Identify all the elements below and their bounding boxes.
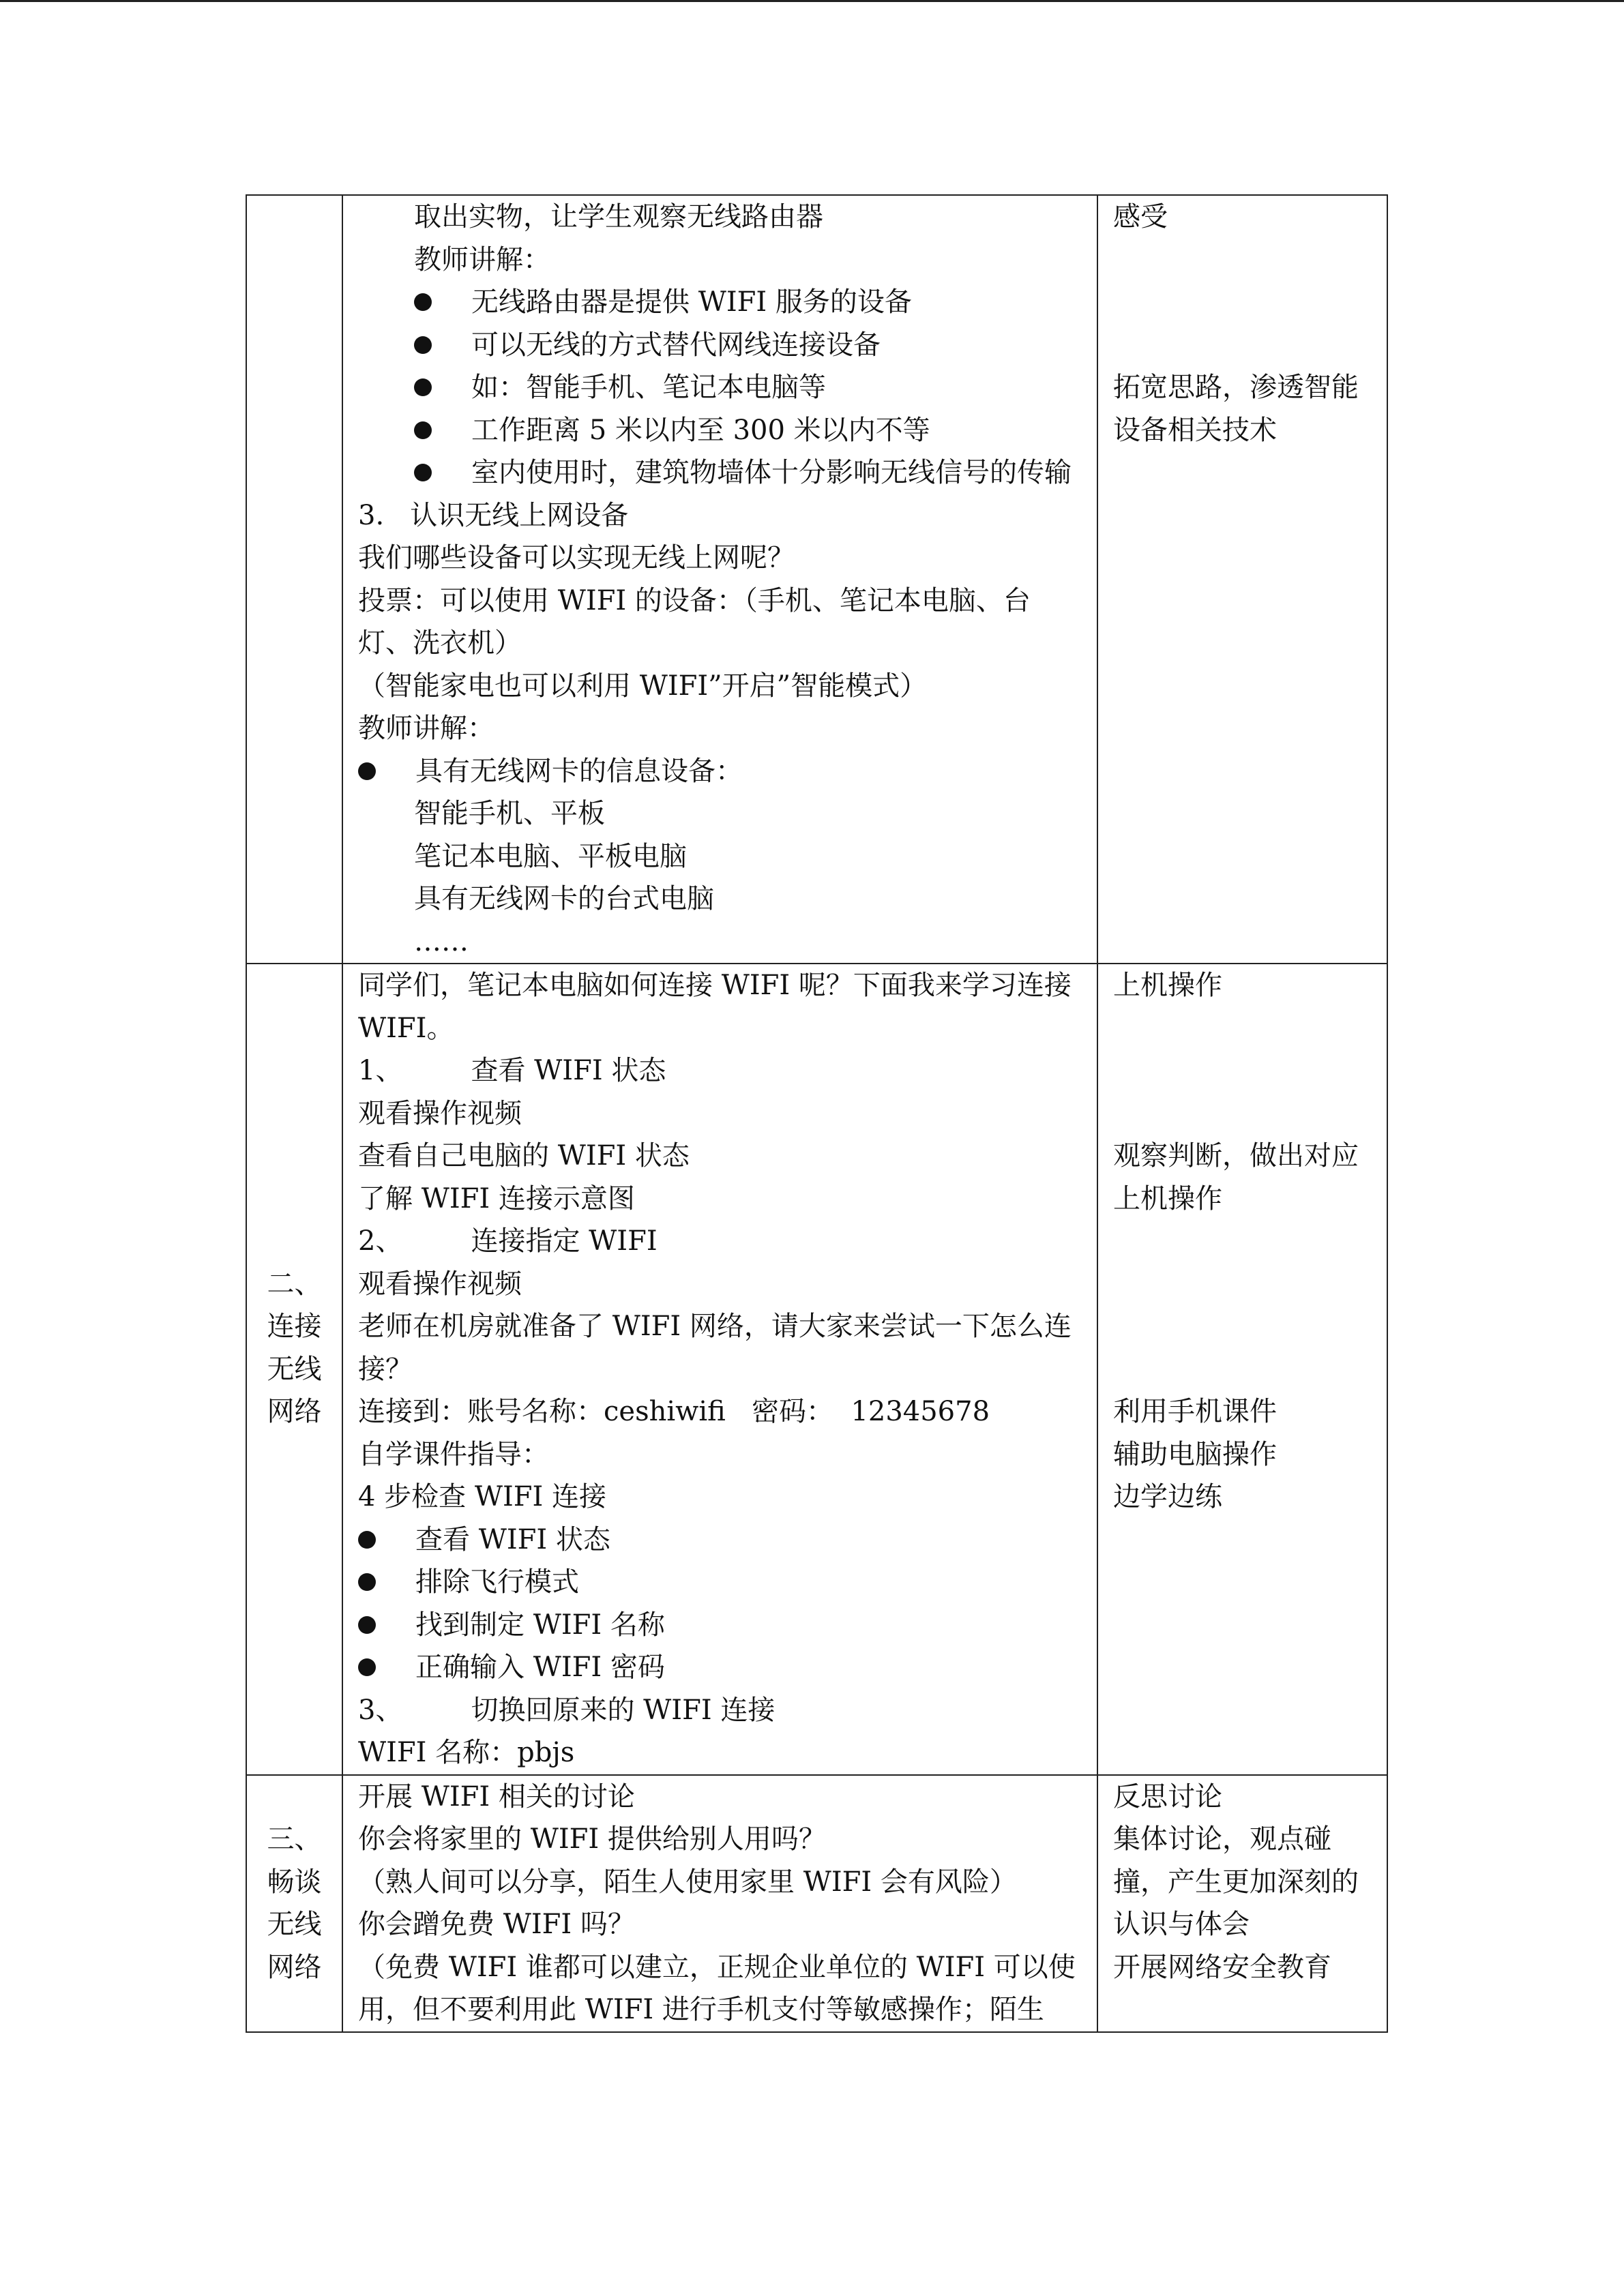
step-text: 连接指定 WIFI bbox=[471, 1225, 658, 1257]
content-line: 老师在机房就准备了 WIFI 网络，请大家来尝试一下怎么连接？ bbox=[358, 1311, 1072, 1385]
intent-note: 反思讨论 bbox=[1113, 1780, 1222, 1813]
stage-label: 网络 bbox=[267, 1951, 322, 1983]
activity-cell bbox=[342, 964, 1097, 1775]
content-line: 教师讲解： bbox=[358, 713, 494, 744]
bullet-item bbox=[358, 281, 1083, 324]
stage-label: 二、 bbox=[267, 1268, 322, 1300]
bullet-text: 可以无线的方式替代网线连接设备 bbox=[471, 329, 881, 361]
bullet-dot-icon bbox=[358, 1658, 376, 1676]
stage-cell bbox=[246, 195, 342, 964]
content-line: 你会将家里的 WIFI 提供给别人用吗？ bbox=[358, 1823, 826, 1855]
bullet-text: 室内使用时，建筑物墙体十分影响无线信号的传输 bbox=[471, 457, 1072, 488]
bullet-item bbox=[358, 1646, 1083, 1689]
bullet-dot-icon bbox=[358, 762, 376, 780]
intent-note: 观察判断，做出对应 bbox=[1113, 1140, 1359, 1172]
content-line: 我们哪些设备可以实现无线上网呢？ bbox=[358, 542, 795, 573]
page-top-border bbox=[0, 0, 1624, 2]
content-line: 了解 WIFI 连接示意图 bbox=[358, 1182, 635, 1214]
content-line: 同学们，笔记本电脑如何连接 WIFI 呢？下面我来学习连接 WIFI。 bbox=[358, 970, 1080, 1044]
bullet-text: 查看 WIFI 状态 bbox=[415, 1523, 610, 1555]
intent-note: 辅助电脑操作 bbox=[1113, 1438, 1277, 1470]
bullet-dot-icon bbox=[358, 1616, 376, 1634]
bullet-dot-icon bbox=[414, 378, 432, 396]
content-line: 开展 WIFI 相关的讨论 bbox=[358, 1780, 635, 1813]
spacer bbox=[1113, 281, 1377, 324]
bullet-text: 排除飞行模式 bbox=[415, 1566, 579, 1598]
intent-cell bbox=[1097, 964, 1387, 1775]
content-line: 具有无线网卡的台式电脑 bbox=[414, 883, 714, 914]
content-line: 智能手机、平板 bbox=[414, 798, 605, 829]
step-number: 1、 bbox=[358, 1055, 403, 1086]
bullet-text: 找到制定 WIFI 名称 bbox=[415, 1609, 665, 1641]
content-line: 投票：可以使用 WIFI 的设备：（手机、笔记本电脑、台灯、洗衣机） bbox=[358, 584, 1031, 659]
intent-note: 感受 bbox=[1113, 201, 1168, 233]
step-text: 查看 WIFI 状态 bbox=[471, 1055, 666, 1086]
bullet-item bbox=[358, 451, 1083, 494]
content-line: （智能家电也可以利用 WIFI”开启”智能模式） bbox=[358, 670, 928, 702]
table-row bbox=[246, 195, 1387, 964]
spacer bbox=[247, 1776, 342, 1819]
content-line: 自学课件指导： bbox=[358, 1438, 549, 1470]
bullet-text: 如：智能手机、笔记本电脑等 bbox=[471, 372, 826, 403]
lesson-plan-table bbox=[246, 194, 1388, 2033]
content-line: 连接到：账号名称：ceshiwifi 密码： 12345678 bbox=[358, 1396, 990, 1427]
intent-note: 集体讨论，观点碰撞，产生更加深刻的认识与体会 bbox=[1113, 1823, 1359, 1940]
intent-note: 拓宽思路，渗透智能 bbox=[1113, 372, 1359, 403]
content-line: （熟人间可以分享，陌生人使用家里 WIFI 会有风险） bbox=[358, 1866, 1017, 1898]
activity-cell bbox=[342, 1775, 1097, 2032]
step-number: 3、 bbox=[358, 1694, 403, 1726]
intent-note: 边学边练 bbox=[1113, 1481, 1222, 1512]
bullet-item bbox=[358, 366, 1083, 409]
intent-note: 上机操作 bbox=[1113, 970, 1222, 1001]
bullet-item bbox=[358, 750, 1083, 793]
numbered-step bbox=[358, 1689, 1083, 1732]
table-row bbox=[246, 1775, 1387, 2032]
stage-cell bbox=[246, 1775, 342, 2032]
spacer bbox=[1113, 1305, 1377, 1348]
intent-cell bbox=[1097, 1775, 1387, 2032]
spacer bbox=[247, 1220, 342, 1263]
content-line: 教师讲解： bbox=[414, 243, 550, 275]
step-text: 切换回原来的 WIFI 连接 bbox=[471, 1694, 776, 1726]
bullet-dot-icon bbox=[414, 464, 432, 481]
spacer bbox=[1113, 1220, 1377, 1263]
bullet-item bbox=[358, 1519, 1083, 1562]
intent-cell bbox=[1097, 195, 1387, 964]
content-line: 观看操作视频 bbox=[358, 1097, 522, 1129]
content-line: 取出实物，让学生观察无线路由器 bbox=[414, 201, 823, 233]
content-line: 观看操作视频 bbox=[358, 1268, 522, 1300]
bullet-dot-icon bbox=[358, 1573, 376, 1591]
bullet-item bbox=[358, 1604, 1083, 1647]
stage-label: 网络 bbox=[267, 1396, 322, 1427]
stage-label: 连接 bbox=[267, 1311, 322, 1342]
bullet-dot-icon bbox=[414, 421, 432, 439]
content-line: 查看自己电脑的 WIFI 状态 bbox=[358, 1140, 690, 1172]
spacer bbox=[247, 1178, 342, 1221]
spacer bbox=[1113, 324, 1377, 367]
step-number: 2、 bbox=[358, 1225, 403, 1257]
content-line: 你会蹭免费 WIFI 吗？ bbox=[358, 1909, 635, 1940]
stage-label: 无线 bbox=[267, 1353, 322, 1385]
intent-note: 开展网络安全教育 bbox=[1113, 1951, 1331, 1983]
content-line: WIFI 名称：pbjs bbox=[358, 1737, 575, 1768]
stage-label: 三、 bbox=[267, 1823, 322, 1855]
numbered-step bbox=[358, 1220, 1083, 1263]
stage-label: 无线 bbox=[267, 1909, 322, 1940]
bullet-text: 工作距离 5 米以内至 300 米以内不等 bbox=[471, 414, 930, 446]
content-line: …… bbox=[414, 925, 469, 957]
spacer bbox=[1113, 1092, 1377, 1135]
intent-note: 设备相关技术 bbox=[1113, 414, 1277, 446]
intent-note: 利用手机课件 bbox=[1113, 1396, 1277, 1427]
stage-label: 畅谈 bbox=[267, 1866, 322, 1898]
spacer bbox=[1113, 1007, 1377, 1050]
intent-note: 上机操作 bbox=[1113, 1182, 1222, 1214]
content-line: 3. 认识无线上网设备 bbox=[358, 499, 629, 531]
bullet-item bbox=[358, 324, 1083, 367]
bullet-item bbox=[358, 409, 1083, 452]
content-line: 4 步检查 WIFI 连接 bbox=[358, 1481, 607, 1512]
bullet-text: 无线路由器是提供 WIFI 服务的设备 bbox=[471, 286, 912, 318]
spacer bbox=[247, 964, 342, 1007]
spacer bbox=[1113, 1049, 1377, 1092]
bullet-text: 正确输入 WIFI 密码 bbox=[415, 1652, 665, 1683]
table-row bbox=[246, 964, 1387, 1775]
stage-cell bbox=[246, 964, 342, 1775]
spacer bbox=[247, 1135, 342, 1178]
spacer bbox=[1113, 1348, 1377, 1391]
spacer bbox=[247, 1049, 342, 1092]
bullet-item bbox=[358, 1561, 1083, 1604]
content-line: 笔记本电脑、平板电脑 bbox=[414, 840, 687, 872]
content-line: （免费 WIFI 谁都可以建立，正规企业单位的 WIFI 可以使用，但不要利用此 WIFI 进行手机支付等敏感操作；陌生 bbox=[358, 1951, 1076, 2025]
spacer bbox=[247, 1092, 342, 1135]
bullet-dot-icon bbox=[358, 1531, 376, 1549]
activity-cell bbox=[342, 195, 1097, 964]
bullet-dot-icon bbox=[414, 336, 432, 354]
spacer bbox=[1113, 1263, 1377, 1306]
bullet-text: 具有无线网卡的信息设备： bbox=[415, 755, 743, 787]
spacer bbox=[1113, 239, 1377, 282]
spacer bbox=[247, 1007, 342, 1050]
bullet-dot-icon bbox=[414, 293, 432, 311]
numbered-step bbox=[358, 1049, 1083, 1092]
